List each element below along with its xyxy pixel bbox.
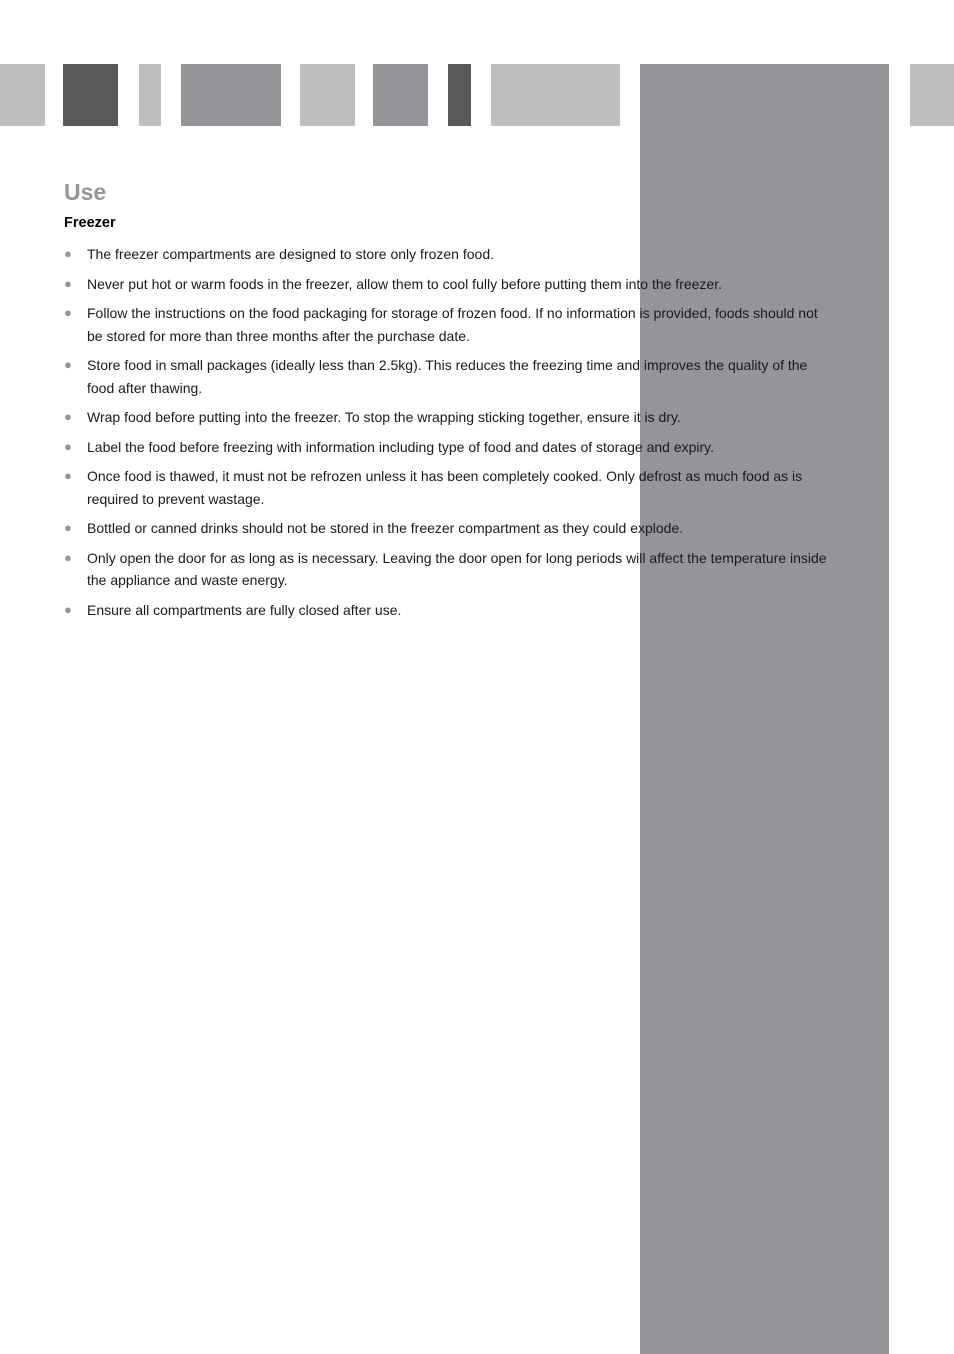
list-item-text: Only open the door for as long as is necessary. Leaving the door open for long periods will affect the temperature inside the appliance and waste energy. bbox=[87, 549, 827, 588]
section-title: Use bbox=[64, 179, 107, 205]
list-item bbox=[64, 354, 834, 399]
list-item bbox=[64, 436, 834, 459]
decor-bar-7 bbox=[448, 64, 471, 126]
list-item-text: Label the food before freezing with information including type of food and dates of storage and expiry. bbox=[87, 438, 715, 455]
bullet-icon: ● bbox=[64, 409, 72, 424]
bullet-icon: ● bbox=[64, 520, 72, 535]
bullet-icon: ● bbox=[64, 357, 72, 372]
list-item-text: Store food in small packages (ideally less than 2.5kg). This reduces the freezing time and improves the quality of the food after thawing. bbox=[87, 357, 808, 396]
list-item-text: Bottled or canned drinks should not be stored in the freezer compartment as they could explode. bbox=[87, 520, 684, 536]
page-content bbox=[64, 176, 834, 628]
bullet-icon: ● bbox=[64, 468, 72, 483]
list-item-text: Never put hot or warm foods in the freezer, allow them to cool fully before putting them into the freezer. bbox=[87, 275, 722, 292]
decor-bar-6 bbox=[373, 64, 428, 126]
decor-bar-1 bbox=[0, 64, 45, 126]
list-item bbox=[64, 302, 834, 347]
bullet-icon: ● bbox=[64, 438, 72, 454]
list-item bbox=[64, 599, 834, 622]
list-item-text: The freezer compartments are designed to store only frozen food. bbox=[87, 246, 494, 262]
list-item bbox=[64, 547, 834, 592]
list-item-text: Wrap food before putting into the freezer. To stop the wrapping sticking together, ensure it is dry. bbox=[87, 409, 681, 425]
list-item-text: Follow the instructions on the food packaging for storage of frozen food. If no information is provided, foods should not be stored for more than three months after the purchase date. bbox=[87, 305, 818, 344]
list-item bbox=[64, 517, 834, 540]
decor-bar-9 bbox=[910, 64, 954, 126]
bullet-icon: ● bbox=[64, 549, 72, 565]
instruction-list bbox=[64, 243, 834, 621]
subsection-title: Freezer bbox=[64, 215, 116, 231]
decor-bar-2 bbox=[63, 64, 118, 126]
list-item bbox=[64, 465, 834, 510]
list-item bbox=[64, 243, 834, 266]
decor-bar-3 bbox=[139, 64, 161, 126]
bullet-icon: ● bbox=[64, 601, 72, 617]
list-item-text: Ensure all compartments are fully closed after use. bbox=[87, 601, 402, 618]
list-item bbox=[64, 406, 834, 429]
decor-bar-4 bbox=[181, 64, 281, 126]
decor-bar-8 bbox=[491, 64, 620, 126]
list-item bbox=[64, 273, 834, 296]
bullet-icon: ● bbox=[64, 246, 72, 261]
decor-bar-5 bbox=[300, 64, 355, 126]
bullet-icon: ● bbox=[64, 305, 72, 320]
list-item-text: Once food is thawed, it must not be refrozen unless it has been completely cooked. Only defrost as much food as is required to prevent wastage. bbox=[87, 468, 803, 507]
bullet-icon: ● bbox=[64, 275, 72, 291]
